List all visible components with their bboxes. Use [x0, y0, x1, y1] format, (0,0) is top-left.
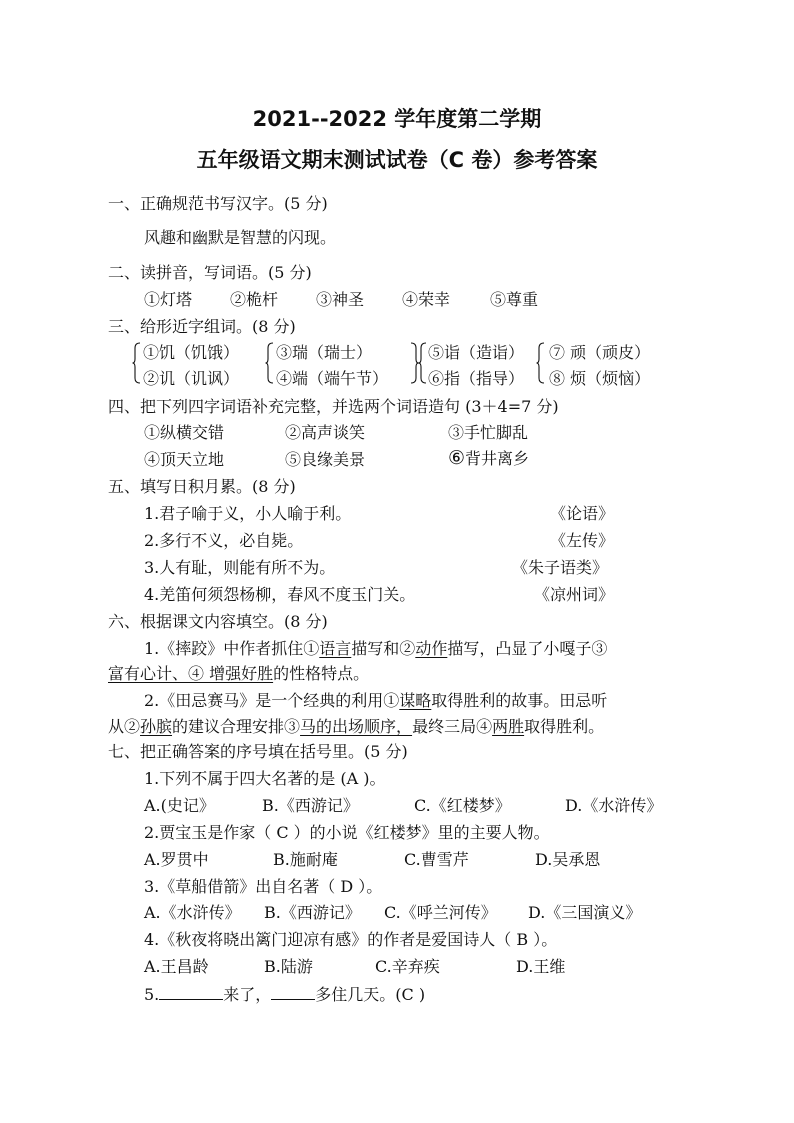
section-3-word: ⑤诣（造诣）	[428, 343, 525, 362]
section-5-line: 2.多行不义，必自毙。	[144, 531, 304, 550]
question-4: 4.《秋夜将晓出篱门迎凉有感》的作者是爱国诗人（ B ）。	[144, 930, 558, 949]
option: B.《西游记》	[262, 796, 359, 815]
option: C.《呼兰河传》	[384, 903, 497, 922]
section-6-paragraph-1: 1.《摔跤》中作者抓住①语言描写和②动作描写，凸显了小嘎子③	[144, 639, 608, 658]
section-4-word: ⑤良缘美景	[285, 450, 366, 469]
section-4-word-text: 背井离乡	[465, 449, 530, 468]
section-6-paragraph-2-cont: 从②孙膑的建议合理安排③马的出场顺序，最终三局④两胜取得胜利。	[108, 717, 605, 736]
option: D.《水浒传》	[565, 796, 663, 815]
section-2-item: ⑤尊重	[490, 290, 539, 309]
section-3-word: ⑧ 烦（烦恼）	[549, 369, 651, 388]
brace-icon	[265, 342, 274, 384]
title-main: 五年级语文期末测试试卷（C 卷）参考答案	[196, 148, 598, 172]
option: D.王维	[516, 957, 566, 976]
answer-underlined: 马的出场顺序，	[300, 717, 413, 736]
option: C.辛弃疾	[375, 957, 440, 976]
title-year: 2021--2022 学年度第二学期	[252, 107, 542, 131]
option: D.《三国演义》	[528, 903, 642, 922]
section-6-paragraph-1-cont: 富有心计、④ 增强好胜的性格特点。	[108, 664, 370, 683]
answer-underlined: 孙膑	[140, 717, 173, 736]
option: A.罗贯中	[144, 850, 209, 869]
section-2-item: ④荣幸	[402, 290, 451, 309]
option: C.曹雪芹	[404, 850, 469, 869]
section-5-source: 《论语》	[550, 504, 615, 523]
question-2: 2.贾宝玉是作家（ C ）的小说《红楼梦》里的主要人物。	[144, 823, 550, 842]
option: D.吴承恩	[535, 850, 601, 869]
section-5-line: 3.人有耻，则能有所不为。	[144, 558, 336, 577]
section-6-paragraph-2: 2.《田忌赛马》是一个经典的利用①谋略取得胜利的故事。田忌听	[144, 691, 608, 710]
brace-icon	[536, 342, 545, 384]
section-5-line: 4.羌笛何须怨杨柳，春风不度玉门关。	[144, 585, 416, 604]
section-5-heading: 五、填写日积月累。(8 分)	[108, 477, 296, 496]
section-6-heading: 六、根据课文内容填空。(8 分)	[108, 612, 328, 631]
question-5: 5. 来了， 多住几天。(C )	[144, 985, 426, 1004]
section-4-word: ③手忙脚乱	[448, 423, 529, 442]
section-4-word	[448, 447, 529, 470]
question-1: 1.下列不属于四大名著的是 (A )。	[144, 769, 386, 788]
section-3-word: ④端（端午节）	[276, 369, 389, 388]
answer-underlined: 语言	[319, 639, 352, 658]
section-5-line: 1.君子喻于义，小人喻于利。	[144, 504, 352, 523]
option: A.(史记》	[144, 796, 215, 815]
option: A.《水浒传》	[144, 903, 241, 922]
answer-underlined: 富有心计、④ 增强好胜	[108, 664, 274, 683]
circled-number-six: ⑥	[448, 447, 466, 469]
section-5-source: 《左传》	[550, 531, 615, 550]
option: B.施耐庵	[273, 850, 338, 869]
answer-underlined: 谋略	[399, 691, 432, 710]
section-2-heading: 二、读拼音，写词语。(5 分)	[108, 263, 312, 282]
section-4-heading: 四、把下列四字词语补充完整，并选两个词语造句 (3＋4=7 分)	[108, 397, 559, 416]
option: B.陆游	[264, 957, 313, 976]
question-3: 3.《草船借箭》出自名著（ D ）。	[144, 877, 383, 896]
section-3-word: ⑥指（指导）	[428, 369, 525, 388]
section-3-word: ③瑞（瑞士）	[276, 343, 373, 362]
section-5-source: 《凉州词》	[534, 585, 615, 604]
section-5-source: 《朱子语类》	[512, 558, 609, 577]
answer-underlined: 动作	[415, 639, 448, 658]
option: C.《红楼梦》	[414, 796, 511, 815]
section-3-heading: 三、给形近字组词。(8 分)	[108, 317, 296, 336]
section-4-word: ②高声谈笑	[285, 423, 366, 442]
brace-icon	[132, 342, 141, 384]
section-7-heading: 七、把正确答案的序号填在括号里。(5 分)	[108, 742, 408, 761]
option: B.《西游记》	[264, 903, 361, 922]
section-4-word: ④顶天立地	[144, 450, 225, 469]
option: A.王昌龄	[144, 957, 209, 976]
section-3-word: ①饥（饥饿）	[143, 343, 240, 362]
fill-blank	[271, 983, 315, 1000]
answer-underlined: 两胜	[492, 717, 525, 736]
section-3-word: ②讥（讥讽）	[143, 369, 240, 388]
fill-blank	[159, 983, 223, 1000]
section-1-answer: 风趣和幽默是智慧的闪现。	[144, 228, 337, 247]
section-2-item: ①灯塔	[144, 290, 193, 309]
section-3-word: ⑦ 顽（顽皮）	[549, 343, 651, 362]
section-2-item: ②桅杆	[230, 290, 279, 309]
section-4-word: ①纵横交错	[144, 423, 225, 442]
section-2-item: ③神圣	[316, 290, 365, 309]
section-1-heading: 一、正确规范书写汉字。(5 分)	[108, 194, 328, 213]
brace-icon	[418, 342, 427, 384]
